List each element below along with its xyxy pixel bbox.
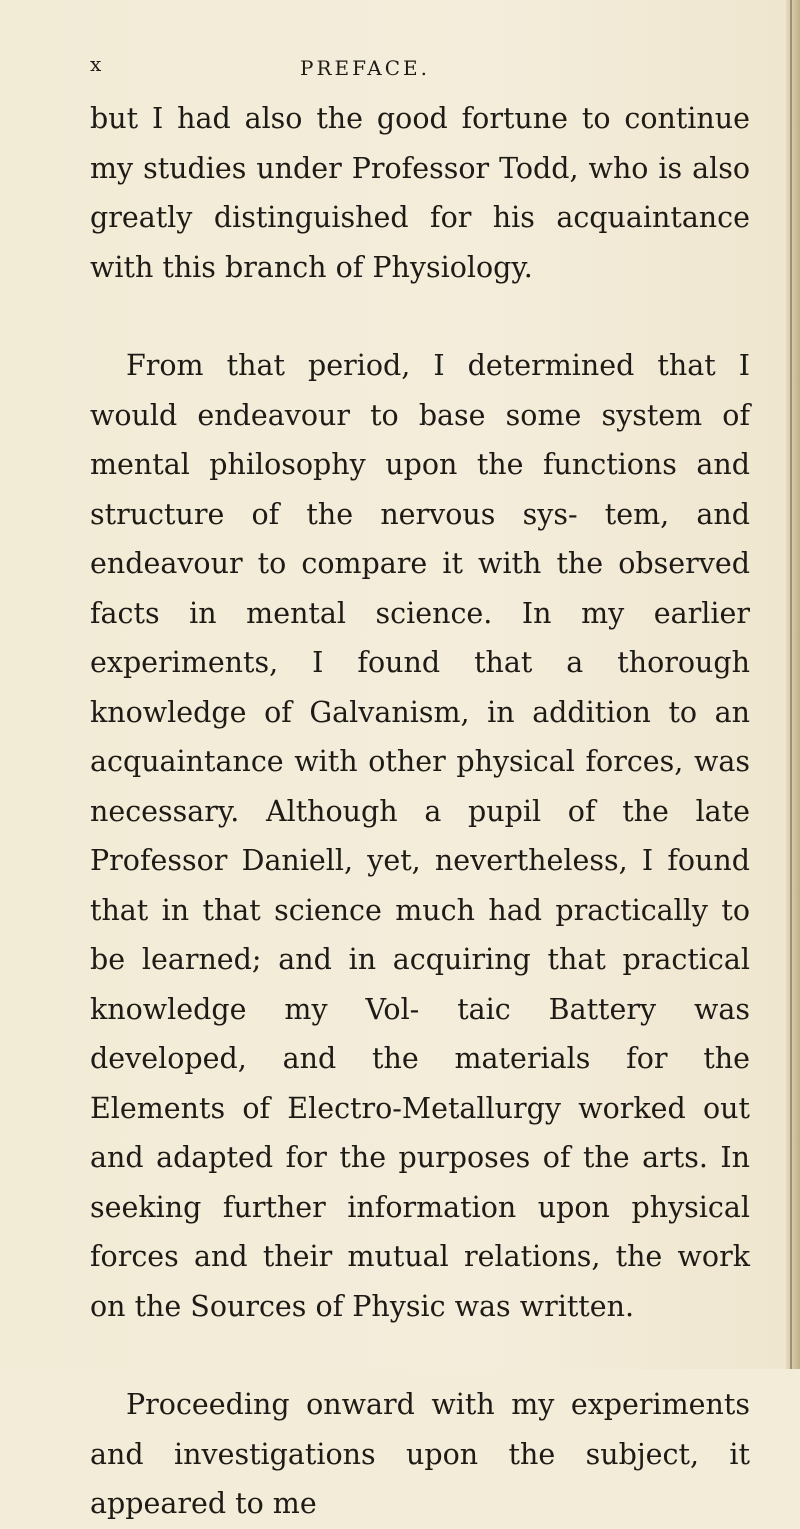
page-edge (786, 0, 800, 1369)
running-head (90, 52, 740, 92)
body-text (90, 94, 750, 1529)
paragraph-continuation: but I had also the good fortune to continue my studies under Professor Todd, who is also greatly distinguished for his acquaintance with this branch of Physiology. (90, 102, 750, 284)
running-head-title: PREFACE. (300, 56, 430, 80)
page-edge-shadow (790, 0, 792, 1369)
page-number: x (90, 52, 103, 76)
paragraph-from-that-period: From that period, I determined that I would endeavour to base some system of mental philosophy upon the functions and structure of the nervous sys- tem, and endeavour to compare it with the observed facts in mental science. In my earlier experiments, I found that a thorough knowledge of Galvanism, in addition to an acquaintance with other physical forces, was necessary. Although a pupil of the late Professor Daniell, yet, nevertheless, I found that in that science much had practically to be learned; and in acquiring that practical knowledge my Vol- taic Battery was developed, and the materials for the Elements of Electro-Metallurgy worked out and adapted for the purposes of the arts. In seeking further information upon physical forces and their mutual relations, the work on the Sources of Physic was written. (90, 349, 750, 1323)
paragraph-proceeding-onward: Proceeding onward with my experiments and investigations upon the subject, it appeared to me (90, 1388, 750, 1520)
